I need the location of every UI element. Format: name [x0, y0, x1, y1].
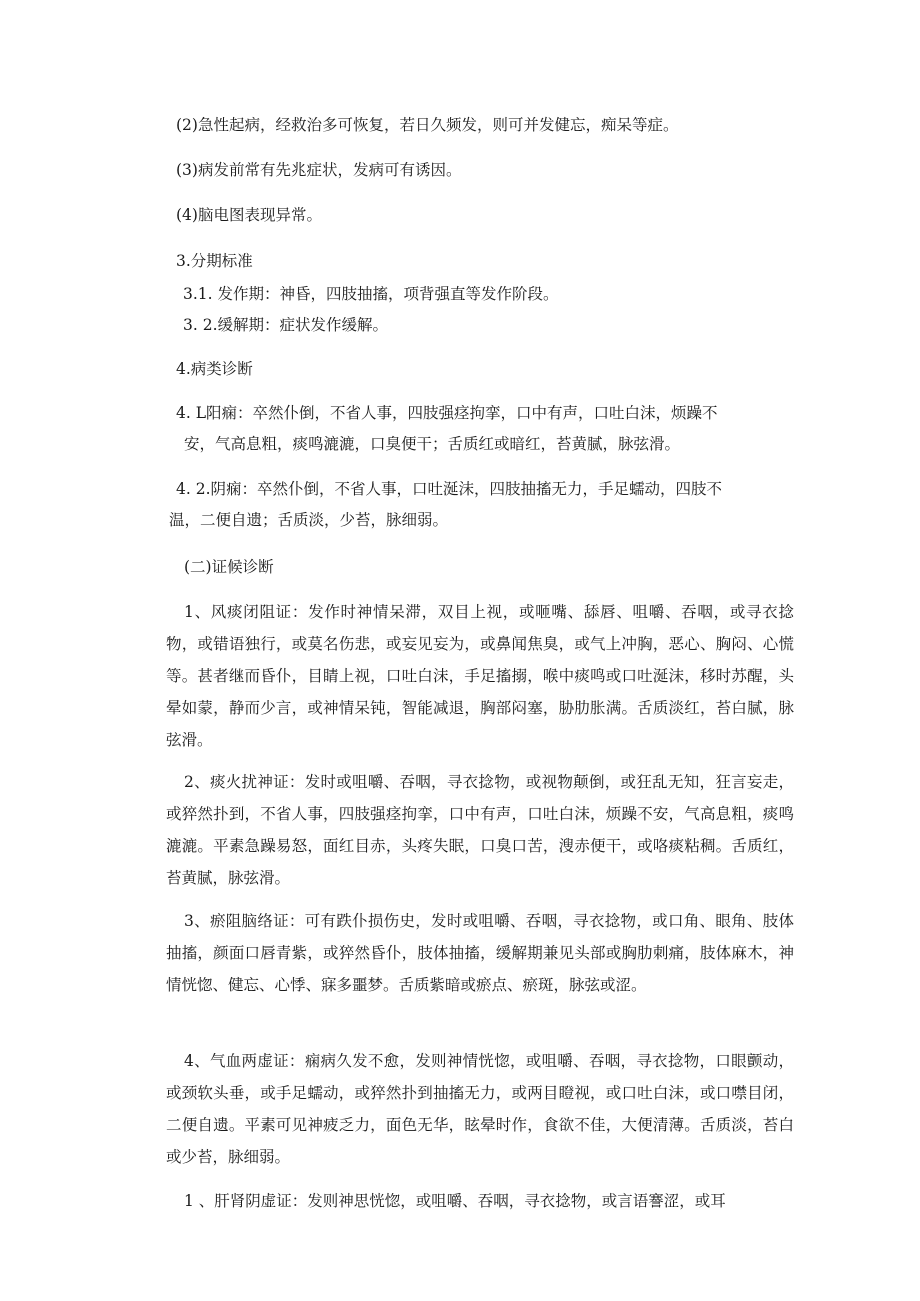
syndrome-liver-kidney-yin: 1 、肝肾阴虚证：发则神思恍惚，或咀嚼、吞咽，寻衣捻物，或言语謇涩，或耳 — [184, 1192, 726, 1210]
yang-epilepsy-line-2: 安，气高息粗，痰鸣漉漉，口臭便干；舌质红或暗红，苔黄腻，脉弦滑。 — [184, 435, 681, 453]
syndrome-wind-phlegm: 1、风痰闭阻证：发作时神情呆滞，双目上视，或咂嘴、舔唇、咀嚼、吞咽，或寻衣捻物，或错语独行，或莫名伤悲，或妄见妄为，或鼻闻焦臭，或气上冲胸，恶心、胸闷、心慌等。甚者继而昏仆，目睛上视，口吐白沫，手足搐搦，喉中痰鸣或口吐涎沫，移时苏醒，头晕如蒙，静而少言，或神情呆钝，智能减退，胸部闷塞，胁肋胀满。舌质淡红，苔白腻，脉弦滑。 — [166, 603, 794, 749]
criteria-item-2: (2)急性起病，经救治多可恢复，若日久频发，则可并发健忘，痴呆等症。 — [176, 116, 679, 134]
yang-epilepsy-line-1: 4. L阳痫：卒然仆倒，不省人事，四肢强痉拘挛，口中有声，口吐白沫，烦躁不 — [176, 404, 718, 422]
staging-item-attack: 3.1. 发作期：神昏，四肢抽搐，项背强直等发作阶段。 — [183, 285, 559, 303]
disease-type-heading: 4.病类诊断 — [176, 360, 253, 378]
syndrome-blood-stasis: 3、瘀阻脑络证：可有跌仆损伤史，发时或咀嚼、吞咽，寻衣捻物，或口角、眼角、肢体抽搐，颜面口唇青紫，或猝然昏仆，肢体抽搐，缓解期兼见头部或胸肋刺痛，肢体麻木，神情恍惚、健忘、心悸、寐多噩梦。舌质紫暗或瘀点、瘀斑，脉弦或涩。 — [166, 912, 794, 994]
criteria-item-3: (3)病发前常有先兆症状，发病可有诱因。 — [176, 161, 462, 179]
syndrome-qi-blood-deficiency: 4、气血两虚证：痫病久发不愈，发则神情恍惚，或咀嚼、吞咽，寻衣捻物，口眼颤动，或颈软头垂，或手足蠕动，或猝然扑到抽搐无力，或两目瞪视，或口吐白沫，或口噤目闭，二便自遗。平素可见神疲乏力，面色无华，眩晕时作，食欲不佳，大便清薄。舌质淡，苔白或少苔，脉细弱。 — [166, 1052, 794, 1166]
criteria-item-4: (4)脑电图表现异常。 — [176, 206, 322, 224]
staging-item-remission: 3. 2.缓解期：症状发作缓解。 — [183, 316, 389, 334]
syndrome-heading: (二)证候诊断 — [184, 558, 274, 576]
syndrome-phlegm-fire: 2、痰火扰神证：发时或咀嚼、吞咽，寻衣捻物，或视物颠倒，或狂乱无知，狂言妄走，或猝然扑到，不省人事，四肢强痉拘挛，口中有声，口吐白沫，烦躁不安，气高息粗，痰鸣漉漉。平素急躁易怒，面红目赤，头疼失眠，口臭口苦，溲赤便干，或咯痰粘稠。舌质红，苔黄腻，脉弦滑。 — [166, 773, 794, 887]
yin-epilepsy-line-1: 4. 2.阴痫：卒然仆倒，不省人事，口吐涎沫，四肢抽搐无力，手足蠕动，四肢不 — [176, 480, 723, 498]
staging-heading: 3.分期标准 — [176, 252, 253, 270]
yin-epilepsy-line-2: 温，二便自遗；舌质淡，少苔，脉细弱。 — [169, 511, 449, 529]
